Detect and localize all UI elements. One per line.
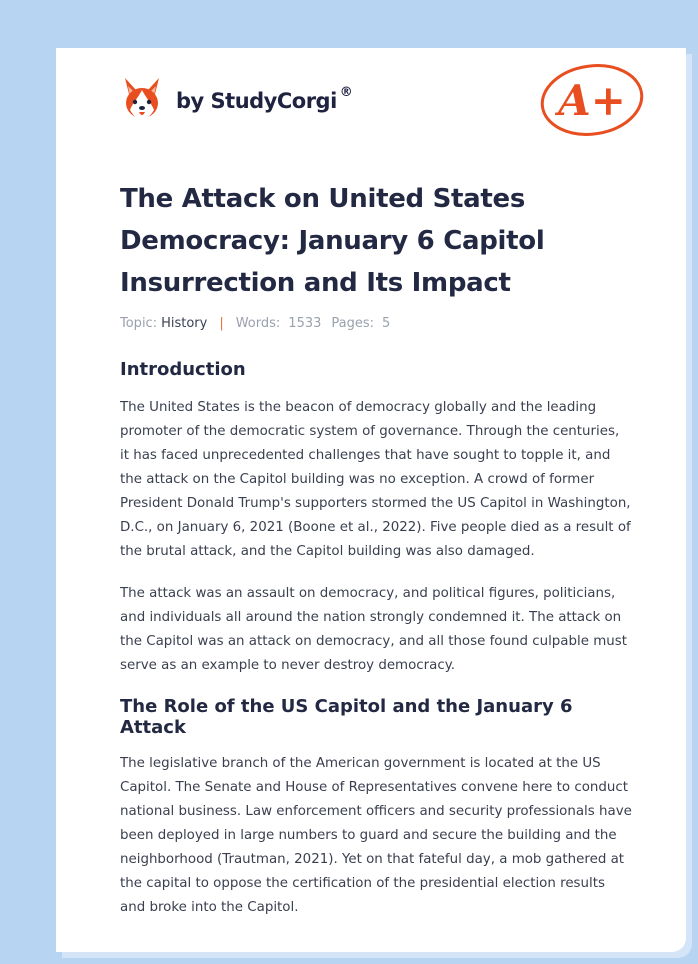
studycorgi-logo[interactable] (122, 76, 352, 122)
words-value: 1533 (288, 316, 322, 331)
section-heading-introduction: Introduction (120, 359, 246, 380)
meta-separator: | (219, 316, 224, 331)
words-label: Words: (235, 316, 281, 331)
pages-value: 5 (382, 316, 391, 331)
grade-text: A+ (558, 76, 626, 125)
paragraph: The legislative branch of the American government is located at the US Capitol. The Senate and House of Representatives convene here to conduct national business. Law enforcement officers and security professionals have been deployed in large numbers to guard and secure the building and the neighborhood (Trautman, 2021). Yet on that fateful day, a mob gathered at the capital to oppose the certification of the presidential election results and broke into the Capitol. (120, 756, 632, 915)
article (120, 178, 632, 920)
topic-label: Topic: (120, 316, 158, 331)
article-title: The Attack on United States Democracy: January 6 Capitol Insurrection and Its Impact (120, 184, 545, 298)
paragraph: The attack was an assault on democracy, and political figures, politicians, and individuals all around the nation strongly condemned it. The attack on the Capitol was an attack on democracy, and all those found culpable must serve as an example to never destroy democracy. (120, 586, 627, 673)
topic-link[interactable]: History (161, 316, 208, 331)
registered-mark: ® (339, 85, 353, 100)
corgi-icon (122, 76, 162, 122)
document-page (56, 48, 686, 952)
section-heading-capitol-role: The Role of the US Capitol and the January 6 Attack (120, 696, 573, 738)
paragraph: The United States is the beacon of democracy globally and the leading promoter of the democratic system of governance. Through the centuries, it has faced unprecedented challenges that have sought to topple it, and the attack on the Capitol building was no exception. A crowd of former President Donald Trump's supporters stormed the US Capitol in Washington, D.C., on January 6, 2021 (Boone et al., 2022). Five people died as a result of the brutal attack, and the Capitol building was also damaged. (120, 400, 631, 559)
logo-text: by StudyCorgi ® (176, 85, 353, 113)
article-meta (120, 316, 632, 331)
pages-label: Pages: (331, 316, 375, 331)
grade-badge (538, 60, 648, 144)
